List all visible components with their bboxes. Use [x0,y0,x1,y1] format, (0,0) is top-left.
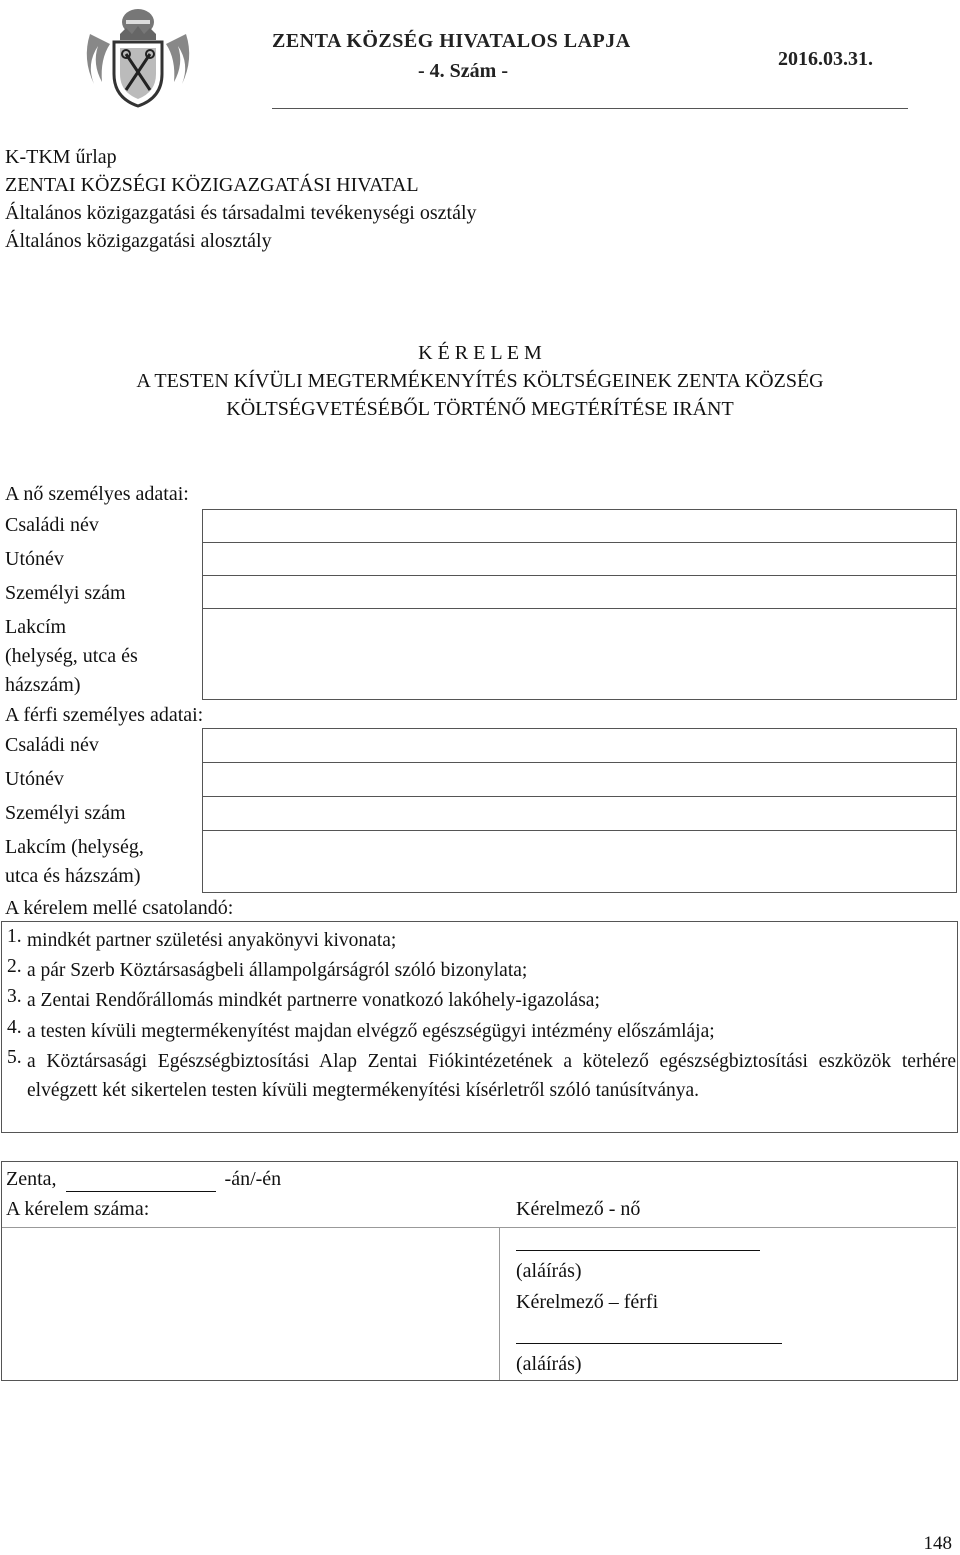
man-address-label-2: utca és házszám) [5,865,141,887]
woman-address-field[interactable] [202,608,957,700]
applicant-man-label: Kérelmező – férfi [516,1291,659,1313]
man-personal-number-label: Személyi szám [5,802,126,824]
issue-number: - 4. Szám - [418,60,508,82]
department-name: Általános közigazgatási és társadalmi tevékenységi osztály [5,202,477,224]
document-subtitle-2: KÖLTSÉGVETÉSÉBŐL TÖRTÉNŐ MEGTÉRÍTÉSE IRÁNT [226,398,734,420]
list-item-text: a testen kívüli megtermékenyítést majdan elvégző egészségügyi intézmény előszámlája; [27,1021,715,1042]
attachments-heading: A kérelem mellé csatolandó: [5,897,234,919]
publication-title: ZENTA KÖZSÉG HIVATALOS LAPJA [272,30,631,52]
man-section-heading: A férfi személyes adatai: [5,704,204,726]
page-number: 148 [923,1533,952,1554]
list-item-number: 2. [7,956,22,977]
woman-address-label-3: házszám) [5,674,81,696]
signature-divider [2,1227,956,1228]
place-label: Zenta, [6,1168,57,1190]
man-given-name-field[interactable] [202,762,957,798]
list-item-number: 4. [7,1017,22,1038]
attachments-box [1,921,958,1133]
woman-section-heading: A nő személyes adatai: [5,483,189,505]
signature-column-divider [499,1227,500,1380]
man-signature-field[interactable] [516,1325,782,1344]
woman-family-name-field[interactable] [202,509,957,544]
list-item-text: a Köztársasági Egészségbiztosítási Alap Zentai Fiókintézetének a kötelező egészségbiztosítási eszközök terhére elvégzett két sikertelen testen kívüli megtermékenyítési kísérletről szóló tanúsítványa. [27,1051,956,1101]
woman-given-name-label: Utónév [5,548,64,570]
woman-address-label-1: Lakcím [5,616,67,638]
applicant-woman-label: Kérelmező - nő [516,1198,641,1220]
list-item-number: 1. [7,926,22,947]
office-name: ZENTAI KÖZSÉGI KÖZIGAZGATÁSI HIVATAL [5,174,419,196]
signature-label-man: (aláírás) [516,1353,582,1375]
coat-of-arms-icon [80,4,196,110]
woman-family-name-label: Családi név [5,514,99,536]
page-header [0,0,960,118]
list-item-text: a Zentai Rendőrállomás mindkét partnerre vonatkozó lakóhely-igazolása; [27,990,600,1011]
signature-label-woman: (aláírás) [516,1260,582,1282]
woman-personal-number-label: Személyi szám [5,582,126,604]
place-date-line [6,1168,281,1192]
woman-given-name-field[interactable] [202,542,957,577]
list-item-text: mindkét partner születési anyakönyvi kivonata; [27,930,397,951]
header-divider [272,108,908,109]
request-number-label: A kérelem száma: [6,1198,150,1220]
man-personal-number-field[interactable] [202,796,957,832]
list-item-number: 5. [7,1047,22,1068]
man-family-name-label: Családi név [5,734,99,756]
date-suffix: -án/-én [224,1168,282,1190]
woman-signature-field[interactable] [516,1232,760,1251]
subdepartment-name: Általános közigazgatási alosztály [5,230,272,252]
woman-personal-number-field[interactable] [202,575,957,610]
list-item-number: 3. [7,986,22,1007]
list-item-text: a pár Szerb Köztársaságbeli állampolgárságról szóló bizonylata; [27,960,528,981]
date-blank-field[interactable] [66,1168,216,1192]
form-code: K-TKM űrlap [5,146,117,168]
man-given-name-label: Utónév [5,768,64,790]
document-subtitle-1: A TESTEN KÍVÜLI MEGTERMÉKENYÍTÉS KÖLTSÉGEINEK ZENTA KÖZSÉG [136,370,824,392]
woman-address-label-2: (helység, utca és [5,645,138,667]
man-address-label-1: Lakcím (helység, [5,836,144,858]
man-family-name-field[interactable] [202,728,957,764]
document-title: K É R E L E M [418,342,542,364]
issue-date: 2016.03.31. [778,48,873,70]
man-address-field[interactable] [202,830,957,893]
signature-block [1,1161,958,1381]
